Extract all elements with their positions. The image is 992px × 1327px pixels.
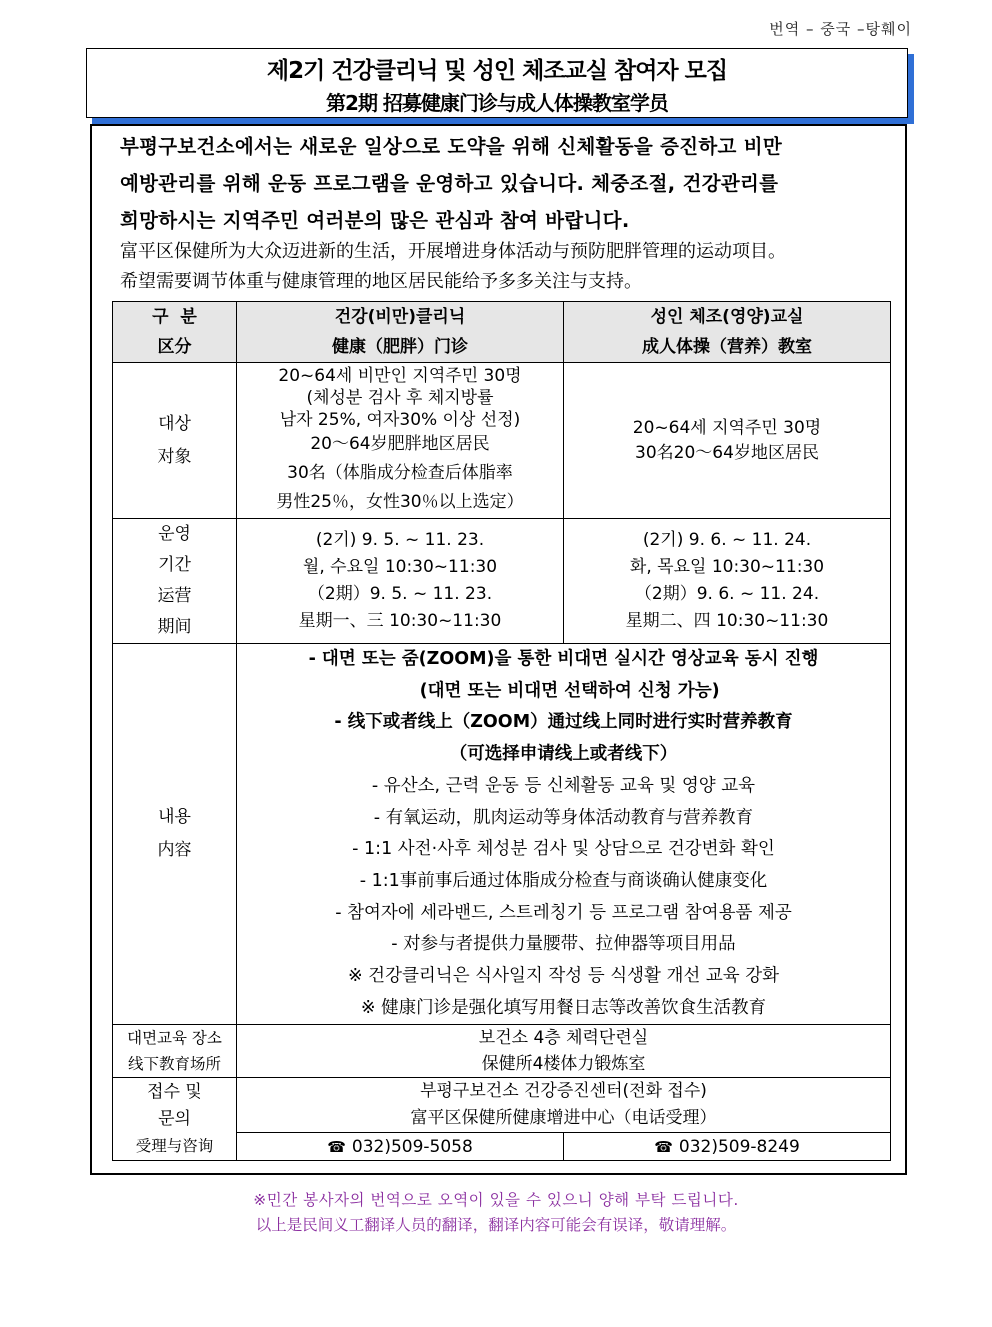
target-clinic-line: 남자 25%, 여자30% 이상 선정) <box>279 410 521 430</box>
phone-class[interactable] <box>564 1133 891 1161</box>
footer-note-chinese: 以上是民间义工翻译人员的翻译，翻译内容可能会有误译，敬请理解。 <box>255 1216 737 1234</box>
content-line: ※ 健康门诊是强化填写用餐日志等改善饮食生活教育 <box>360 997 767 1018</box>
target-clinic-line: 20~64세 비만인 지역주민 30명 <box>278 366 522 386</box>
header-clinic-ko: 건강(비만)클리닉 <box>334 307 466 327</box>
inquiry-label <box>113 1078 237 1161</box>
inquiry-label-line: 접수 및 <box>147 1081 202 1102</box>
period-label-line: 期间 <box>157 617 192 637</box>
telephone-icon: ☎ <box>654 1137 673 1156</box>
phone-clinic-number: 032)509-5058 <box>351 1136 473 1157</box>
content-line: （可选择申请线上或者线下） <box>449 744 678 765</box>
translator-credit: 번역 – 중국 –탕훼이 <box>769 20 912 38</box>
inquiry-center-zh: 富平区保健所健康增进中心（电话受理） <box>410 1108 717 1129</box>
content-label-zh: 内容 <box>157 840 192 861</box>
period-label <box>113 519 237 644</box>
venue-label-ko: 대면교육 장소 <box>127 1029 222 1048</box>
content-row <box>113 644 891 1025</box>
period-class-line: （2期）9. 6. ~ 11. 24. <box>634 584 820 604</box>
period-class-line: 星期二、四 10:30~11:30 <box>625 611 829 631</box>
content-line: - 有氧运动，肌肉运动等身体活动教育与营养教育 <box>373 807 754 828</box>
inquiry-row <box>113 1078 891 1133</box>
target-clinic <box>237 363 564 519</box>
venue-label <box>113 1025 237 1078</box>
intro-section <box>120 128 880 297</box>
target-label-ko: 대상 <box>158 413 191 434</box>
target-label <box>113 363 237 519</box>
content-label-ko: 내용 <box>158 807 191 828</box>
target-class-line: 30名20～64岁地区居民 <box>635 442 819 463</box>
content-line: - 참여자에 세라밴드, 스트레칭기 등 프로그램 참여용품 제공 <box>335 902 792 923</box>
venue-row <box>113 1025 891 1078</box>
header-category-ko: 구 분 <box>152 307 197 327</box>
program-info-table <box>112 301 891 1161</box>
page-title-korean: 제2기 건강클리닉 및 성인 체조교실 참여자 모집 <box>266 58 728 84</box>
title-box <box>86 48 908 118</box>
venue-value <box>237 1025 891 1078</box>
period-clinic-line: （2期）9. 5. ~ 11. 23. <box>307 584 493 604</box>
phone-clinic[interactable] <box>237 1133 564 1161</box>
period-class-line: (2기) 9. 6. ~ 11. 24. <box>642 530 812 550</box>
period-row <box>113 519 891 644</box>
intro-korean: 부평구보건소에서는 새로운 일상으로 도약을 위해 신체활동을 증진하고 비만 예방관리를 위해 운동 프로그램을 운영하고 있습니다. 체중조절, 건강관리를 희망하시는 지역주민 여러분의 많은 관심과 참여 바랍니다. <box>120 135 783 232</box>
target-clinic-line: 30名（体脂成分检查后体脂率 <box>287 463 513 483</box>
inquiry-center-ko: 부평구보건소 건강증진센터(전화 접수) <box>420 1081 707 1102</box>
content-details <box>237 644 891 1025</box>
period-label-line: 운영 <box>158 524 191 544</box>
phone-class-number: 032)509-8249 <box>678 1136 800 1157</box>
header-clinic-zh: 健康（肥胖）门诊 <box>332 337 468 357</box>
inquiry-label-line: 受理与咨询 <box>135 1136 214 1155</box>
period-clinic-line: 星期一、三 10:30~11:30 <box>298 611 502 631</box>
period-clinic-line: 월, 수요일 10:30~11:30 <box>302 557 498 577</box>
target-clinic-line: 男性25％，女性30％以上选定） <box>276 492 524 512</box>
telephone-icon: ☎ <box>327 1137 346 1156</box>
venue-value-ko: 보건소 4층 체력단련실 <box>478 1028 649 1049</box>
period-clinic <box>237 519 564 644</box>
page-title-chinese: 第2期 招募健康门诊与成人体操教室学员 <box>326 91 668 115</box>
header-class-ko: 성인 체조(영양)교실 <box>650 307 804 327</box>
content-line: (대면 또는 비대면 선택하여 신청 가능) <box>407 680 720 701</box>
footer-note-korean: ※민간 봉사자의 번역으로 오역이 있을 수 있으니 양해 부탁 드립니다. <box>253 1191 739 1209</box>
content-line: - 유산소, 근력 운동 등 신체활동 교육 및 영양 교육 <box>371 775 756 796</box>
inquiry-label-line: 문의 <box>158 1108 191 1129</box>
target-clinic-line: (체성분 검사 후 체지방률 <box>306 388 494 408</box>
header-clinic <box>237 302 564 363</box>
inquiry-center <box>237 1078 891 1133</box>
target-class-line: 20~64세 지역주민 30명 <box>632 417 822 438</box>
period-label-line: 기간 <box>158 555 191 575</box>
content-line: - 대면 또는 줌(ZOOM)을 통한 비대면 실시간 영상교육 동시 진행 <box>308 649 819 669</box>
content-line: - 对参与者提供力量腰带、拉伸器等项目用品 <box>391 934 736 955</box>
table-header-row <box>113 302 891 363</box>
venue-label-zh: 线下教育场所 <box>127 1055 221 1074</box>
content-line: ※ 건강클리닉은 식사일지 작성 등 식생활 개선 교육 강화 <box>347 966 780 987</box>
header-class <box>564 302 891 363</box>
period-class-line: 화, 목요일 10:30~11:30 <box>629 557 825 577</box>
header-category-zh: 区分 <box>157 337 192 357</box>
content-label <box>113 644 237 1025</box>
target-label-zh: 对象 <box>157 446 192 467</box>
target-row <box>113 363 891 519</box>
period-clinic-line: (2기) 9. 5. ~ 11. 23. <box>315 530 485 550</box>
content-line: - 线下或者线上（ZOOM）通过线上同时进行实时营养教育 <box>334 712 793 733</box>
content-line: - 1:1 사전·사후 체성분 검사 및 상담으로 건강변화 확인 <box>352 839 775 860</box>
period-label-line: 运营 <box>157 586 192 606</box>
intro-chinese: 富平区保健所为大众迈进新的生活，开展增进身体活动与预防肥胖管理的运动项目。 希望需要调节体重与健康管理的地区居民能给予多多关注与支持。 <box>120 241 786 292</box>
header-category <box>113 302 237 363</box>
target-class <box>564 363 891 519</box>
period-class <box>564 519 891 644</box>
venue-value-zh: 保健所4楼体力锻炼室 <box>481 1054 646 1075</box>
main-content-box <box>90 124 907 1175</box>
target-clinic-line: 20～64岁肥胖地区居民 <box>310 434 490 454</box>
content-line: - 1:1事前事后通过体脂成分检查与商谈确认健康变化 <box>359 870 768 891</box>
header-class-zh: 成人体操（营养）教室 <box>642 337 812 357</box>
